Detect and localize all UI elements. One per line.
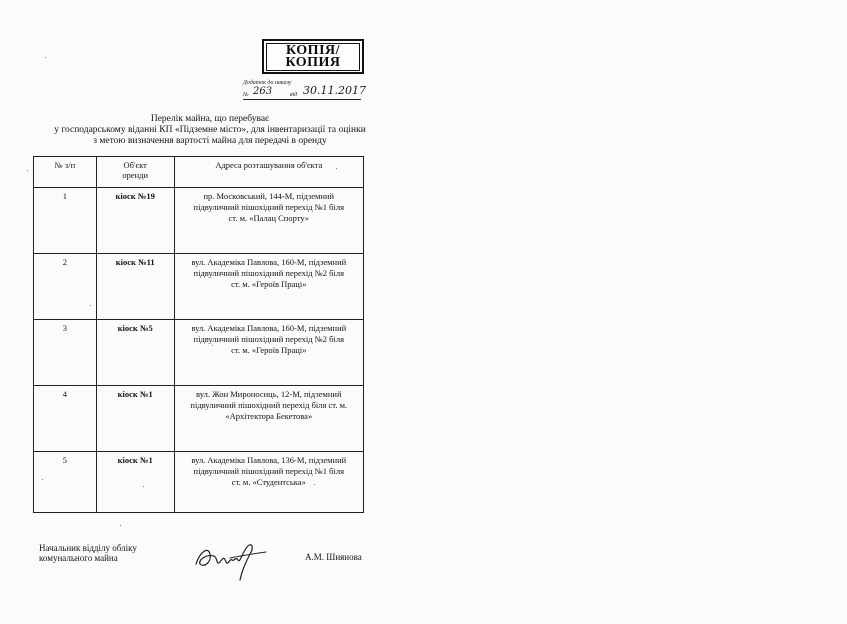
row-number: 4: [34, 386, 97, 452]
order-number-value: 263: [253, 86, 273, 97]
row-object: кіоск №1: [96, 386, 174, 452]
position-line-2: комунального майна: [39, 553, 118, 563]
scan-speck: [336, 168, 337, 169]
address-line: ст. м. «Студентська»: [231, 477, 306, 487]
address-line: ст. м. «Палац Спорту»: [228, 213, 310, 223]
row-number: 5: [34, 452, 97, 513]
appendix-caption: Додаток до наказу: [243, 80, 292, 86]
handwritten-signature: [190, 534, 270, 582]
scan-speck: [314, 484, 315, 485]
appendix-ref-row: [243, 84, 366, 100]
address-line: підвуличний пішохідний перехід №1 біля: [193, 202, 345, 212]
scan-speck: [90, 305, 91, 306]
row-address: [174, 452, 363, 513]
scan-speck: [120, 525, 121, 526]
scan-speck: [27, 170, 28, 171]
address-line: вул. Академіка Павлова, 160-М, підземний: [191, 323, 347, 333]
table-row: [34, 188, 364, 254]
address-line: вул. Жон Мироносиць, 12-М, підземний: [196, 389, 342, 399]
scan-speck: [143, 486, 144, 487]
signatory-position: [39, 543, 137, 563]
header-object-line-1: Об'єкт: [123, 160, 147, 170]
row-object: кіоск №5: [96, 320, 174, 386]
title-line-1: Перелік майна, що перебуває: [150, 114, 270, 124]
address-line: ст. м. «Героїв Праці»: [231, 345, 307, 355]
signatory-name: А.М. Шиянова: [305, 552, 362, 562]
property-table: [33, 156, 364, 513]
scan-speck: [212, 345, 213, 346]
address-line: підвуличний пішохідний перехід біля ст. м.: [190, 400, 348, 410]
stamp-line-2: КОПИЯ: [285, 54, 341, 70]
address-line: підвуличний пішохідний перехід №1 біля: [193, 466, 345, 476]
title-line-2: у господарському віданні КП «Підземне місто», для інвентаризації та оцінки: [54, 125, 366, 135]
address-line: ст. м. «Героїв Праці»: [231, 279, 307, 289]
table-header-row: [34, 157, 364, 188]
header-address: Адреса розташування об'єкта: [174, 157, 363, 188]
address-line: «Архітектора Бекетова»: [225, 411, 313, 421]
copy-stamp-inner: [266, 43, 360, 71]
address-line: підвуличний пішохідний перехід №2 біля: [193, 334, 345, 344]
table-row: [34, 254, 364, 320]
copy-stamp: [262, 39, 364, 74]
appendix-reference: [243, 80, 368, 100]
row-number: 1: [34, 188, 97, 254]
table-row: [34, 386, 364, 452]
order-date-label: від: [290, 92, 298, 98]
header-object: [96, 157, 174, 188]
title-line-3: з метою визначення вартості майна для передачі в оренду: [93, 136, 327, 146]
row-address: [174, 254, 363, 320]
row-number: 3: [34, 320, 97, 386]
position-line-1: Начальник відділу обліку: [39, 543, 137, 553]
row-object: кіоск №1: [96, 452, 174, 513]
address-line: пр. Московський, 144-М, підземний: [203, 191, 335, 201]
row-number: 2: [34, 254, 97, 320]
row-address: [174, 188, 363, 254]
row-object: кіоск №11: [96, 254, 174, 320]
header-object-line-2: оренди: [122, 170, 149, 180]
order-number-label: №: [243, 92, 249, 98]
table-row: [34, 452, 364, 513]
row-address: [174, 386, 363, 452]
stamp-line-1: КОПІЯ/: [285, 42, 341, 58]
address-line: вул. Академіка Павлова, 160-М, підземний: [191, 257, 347, 267]
address-line: вул. Академіка Павлова, 136-М, підземний: [191, 455, 347, 465]
header-number: № з/п: [34, 157, 97, 188]
scan-speck: [42, 479, 43, 480]
table-row: [34, 320, 364, 386]
document-title: [30, 114, 390, 147]
row-address: [174, 320, 363, 386]
address-line: підвуличний пішохідний перехід №2 біля: [193, 268, 345, 278]
row-object: кіоск №19: [96, 188, 174, 254]
order-date-value: 30.11.2017: [303, 84, 366, 97]
scan-speck: [45, 57, 46, 58]
